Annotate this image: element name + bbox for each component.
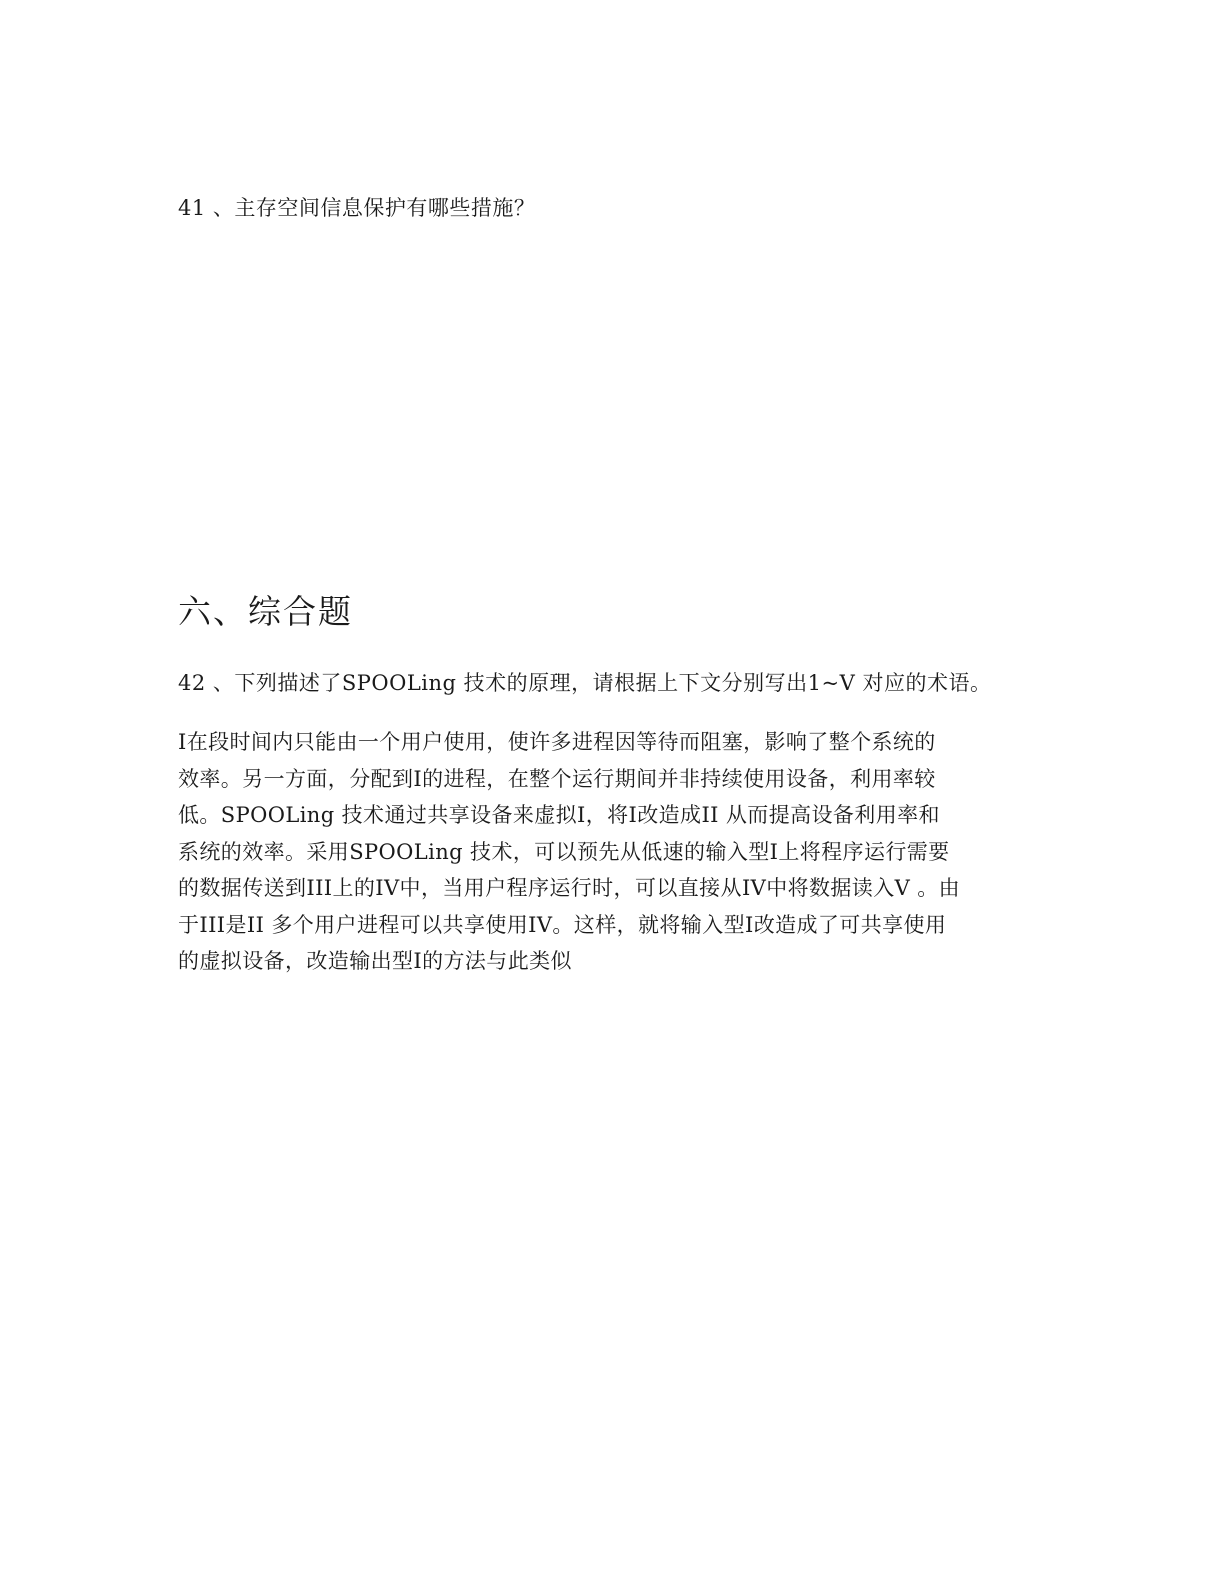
question-42-text: 42 、下列描述了SPOOLing 技术的原理，请根据上下文分别写出1~V 对应的术语。 bbox=[178, 671, 992, 695]
passage-line: 系统的效率。采用SPOOLing 技术，可以预先从低速的输入型I上将程序运行需要 bbox=[178, 839, 950, 864]
passage-line: 的数据传送到III上的IV中，当用户程序运行时，可以直接从IV中将数据读入V 。由 bbox=[178, 876, 961, 900]
passage-line: 的虚拟设备，改造输出型I的方法与此类似 bbox=[178, 949, 572, 973]
passage-line: I在段时间内只能由一个用户使用，使许多进程因等待而阻塞，影响了整个系统的 bbox=[178, 730, 936, 754]
question-41-text: 41 、主存空间信息保护有哪些措施？ bbox=[178, 196, 536, 220]
question-42-passage bbox=[178, 727, 1078, 983]
passage-line: 效率。另一方面，分配到I的进程，在整个运行期间并非持续使用设备，利用率较 bbox=[178, 766, 936, 791]
passage-line: 于III是II 多个用户进程可以共享使用IV。这样，就将输入型I改造成了可共享使用 bbox=[178, 912, 947, 937]
section-title: 六、综合题 bbox=[178, 592, 353, 631]
passage-line: 低。SPOOLing 技术通过共享设备来虚拟I，将I改造成II 从而提高设备利用率和 bbox=[178, 803, 940, 827]
